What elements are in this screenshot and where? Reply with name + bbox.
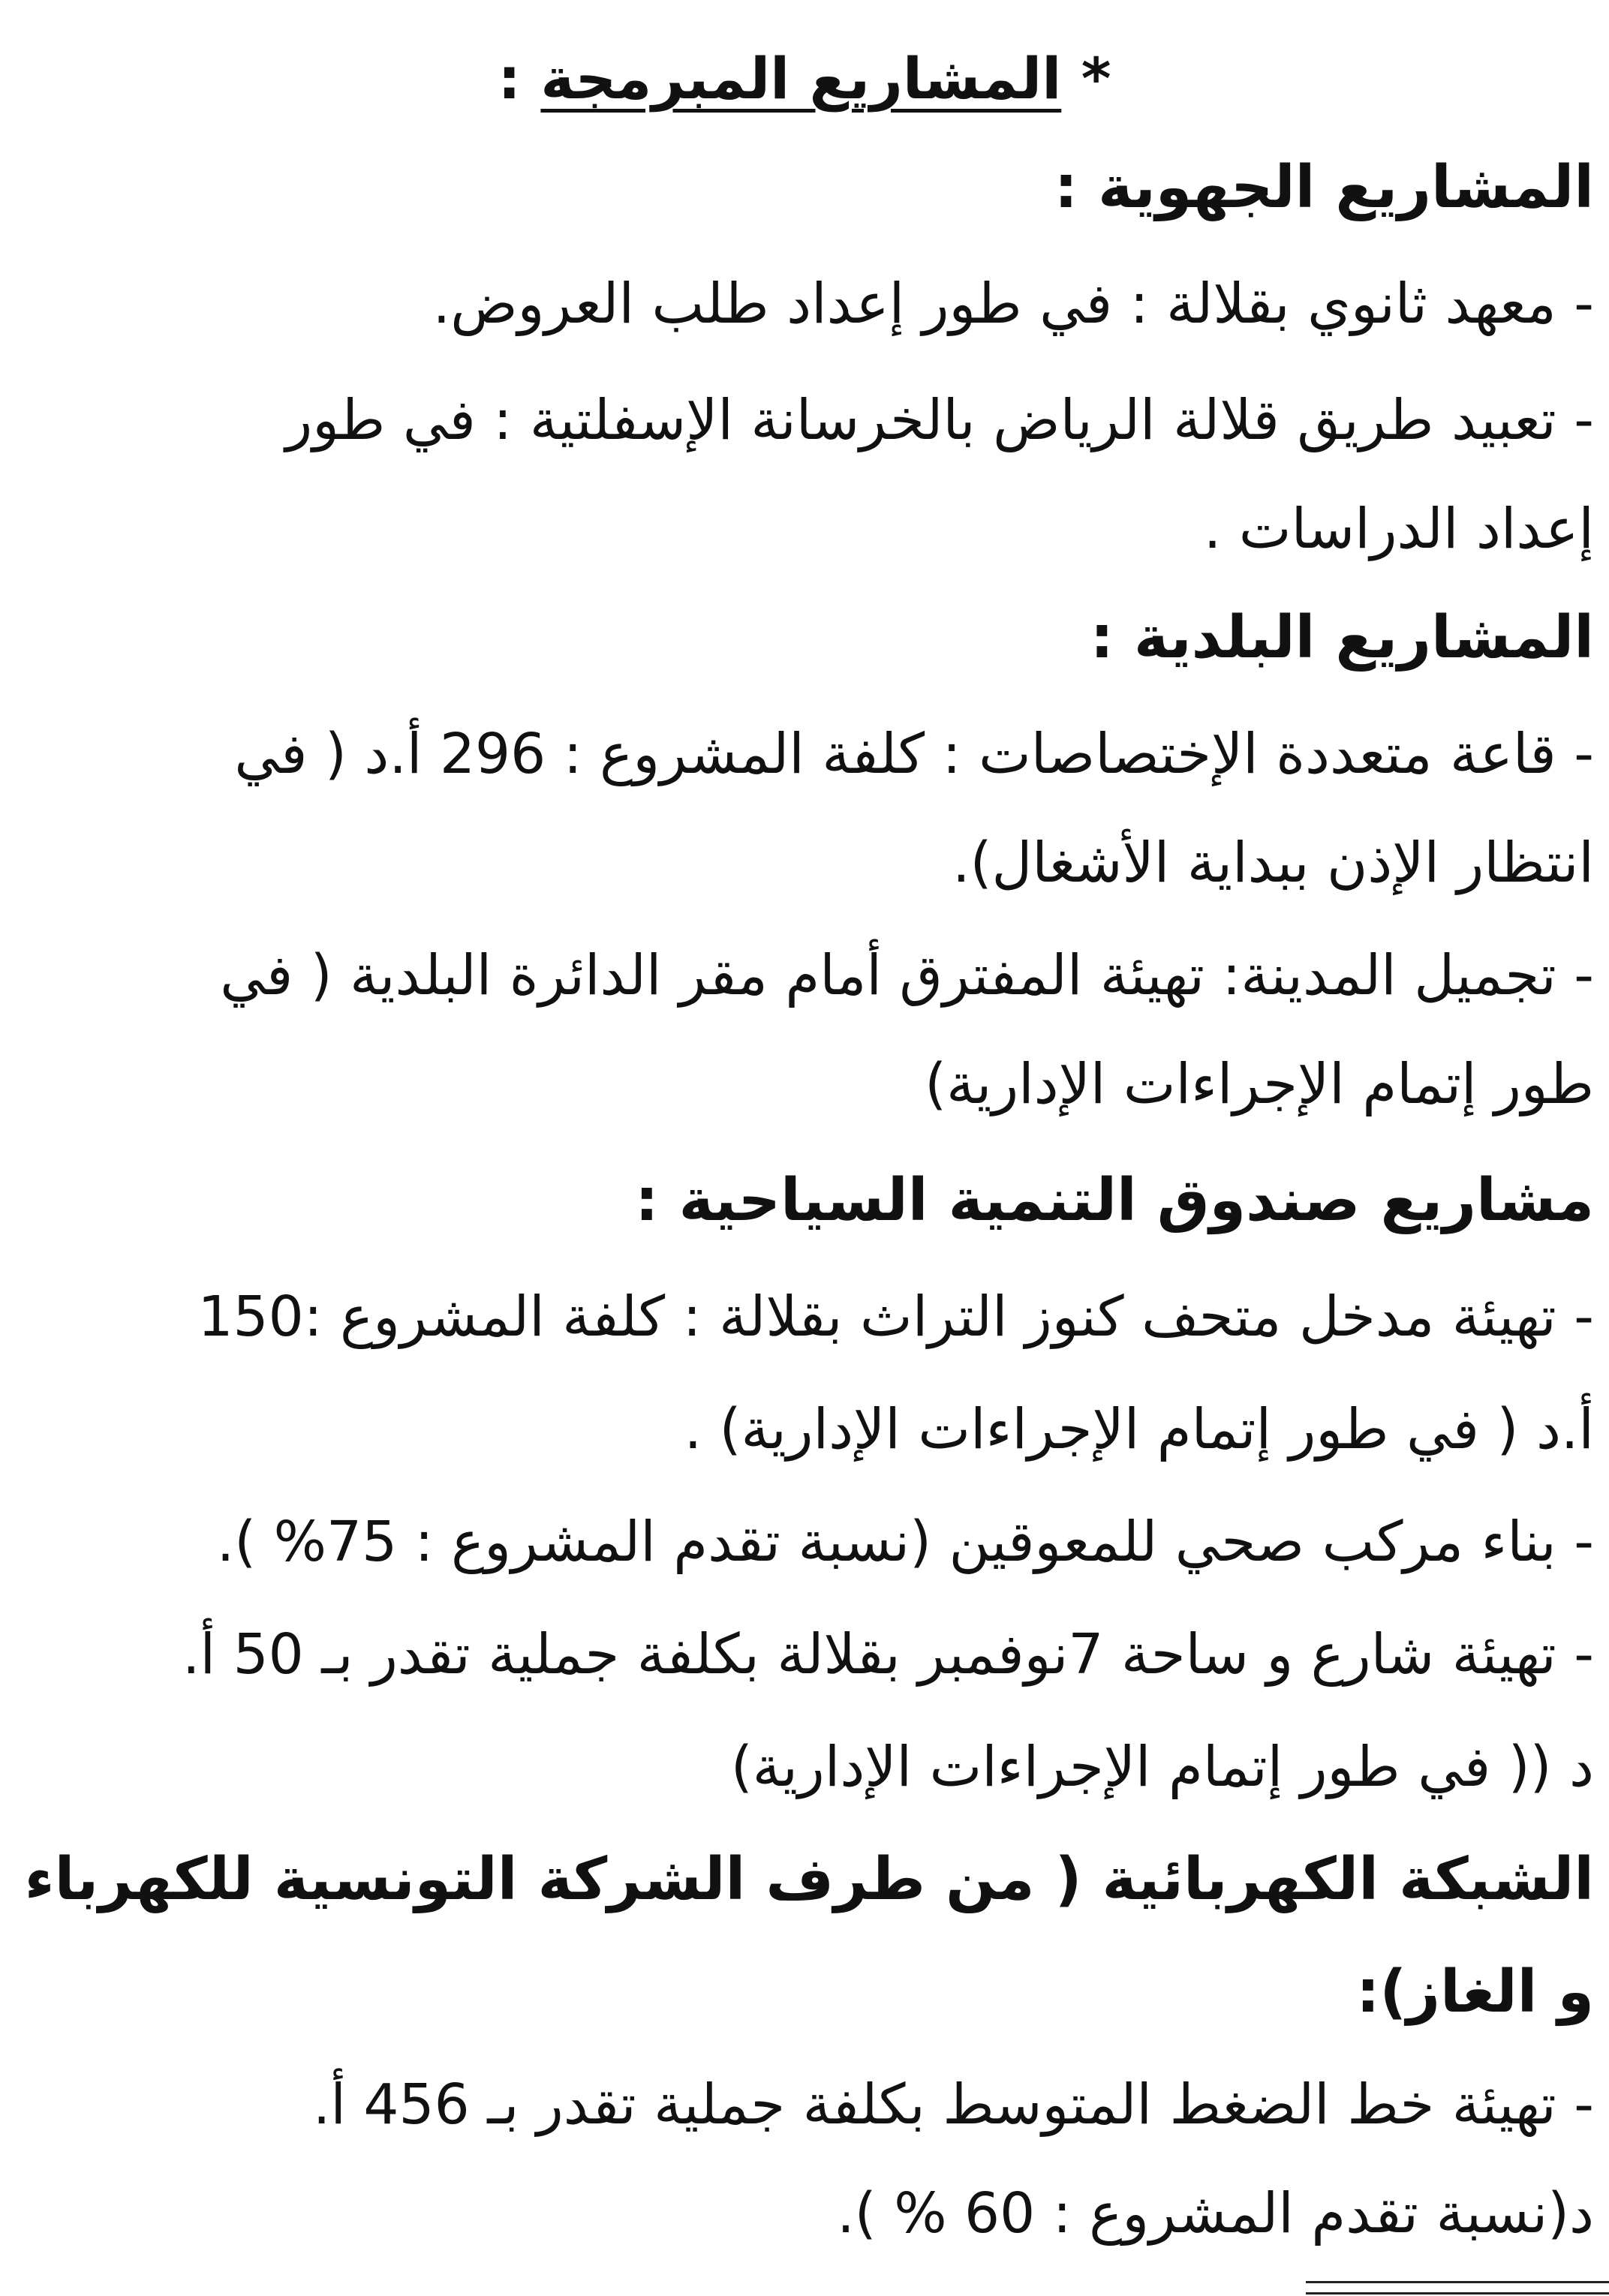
title-star: * [1081,45,1111,112]
text-line: انتظار الإذن ببداية الأشغال). [952,831,1594,895]
text-line: - تهيئة شارع و ساحة 7نوفمبر بقلالة بكلفة جملية تقدر بـ 50 أ. [182,1622,1594,1687]
heading-electric-network: الشبكة الكهربائية ( من طرف الشركة التونسية للكهرباء [24,1846,1594,1913]
text-line: - قاعة متعددة الإختصاصات : كلفة المشروع : 296 أ.د ( في [234,722,1594,786]
text-line: - تعبيد طريق قلالة الرياض بالخرسانة الإسفلتية : في طور [285,388,1594,452]
text-line: أ.د ( في طور إتمام الإجراءات الإدارية) . [684,1397,1594,1462]
heading-regional-projects: المشاريع الجهوية : [1054,154,1594,221]
text-line: - تجميل المدينة: تهيئة المفترق أمام مقر الدائرة البلدية ( في [220,943,1594,1008]
heading-municipal-projects: المشاريع البلدية : [1090,604,1594,672]
title-text: المشاريع المبرمجة [540,45,1062,112]
text-line: د (( في طور إتمام الإجراءات الإدارية) [730,1735,1594,1799]
text-line: طور إتمام الإجراءات الإدارية) [925,1052,1594,1116]
text-line: - تهيئة مدخل متحف كنوز التراث بقلالة : كلفة المشروع :150 [197,1285,1594,1349]
title-colon: : [498,45,521,112]
text-line: د(نسبة تقدم المشروع : 60 % ). [837,2181,1594,2246]
text-line: - بناء مركب صحي للمعوقين (نسبة تقدم المشروع : 75% ). [216,1510,1594,1574]
page-title [0,30,1609,128]
heading-tourism-fund-projects: مشاريع صندوق التنمية السياحية : [635,1167,1594,1234]
heading-electric-network-cont: و الغاز): [1356,1958,1594,2026]
text-line: - تهيئة خط الضغط المتوسط بكلفة جملية تقدر بـ 456 أ. [312,2072,1594,2137]
text-line: إعداد الدراسات . [1203,497,1594,561]
text-line: - معهد ثانوي بقلالة : في طور إعداد طلب العروض. [432,272,1594,336]
bottom-rule [1306,2281,1609,2294]
